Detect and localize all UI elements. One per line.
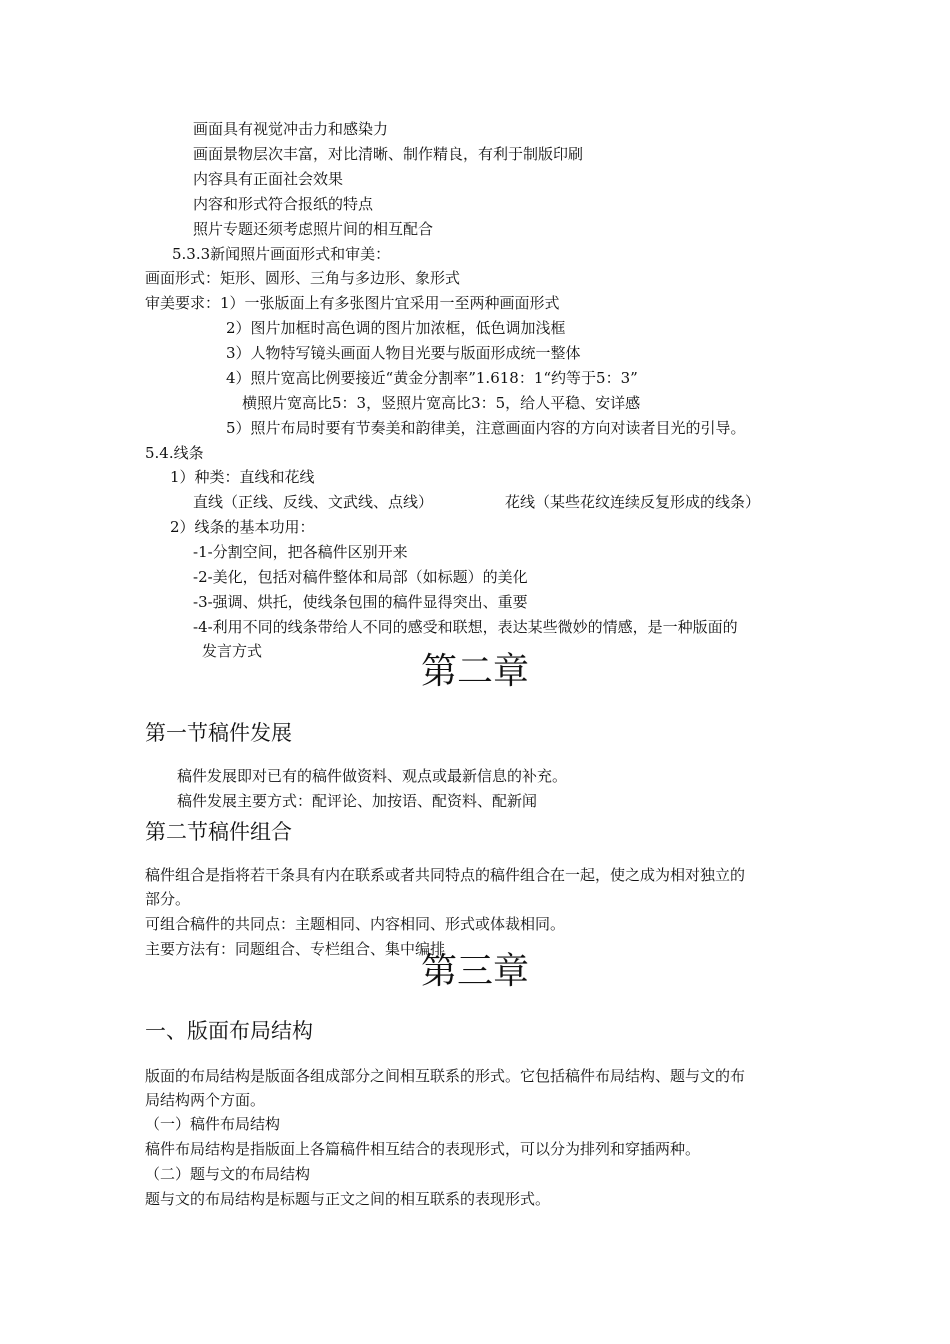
subheading: 5.4.线条 [145,444,204,462]
text-line: -3-强调、烘托，使线条包围的稿件显得突出、重要 [193,593,528,611]
text-line: 直线（正线、反线、文武线、点线） [193,493,434,511]
text-line: 内容和形式符合报纸的特点 [193,195,374,213]
text-line: 画面具有视觉冲击力和感染力 [193,120,389,138]
chapter-title: 第三章 [420,951,529,992]
text-line: -4-利用不同的线条带给人不同的感受和联想，表达某些微妙的情感，是一种版面的 [193,618,738,636]
section-title: 第二节稿件组合 [145,820,292,844]
paragraph: 主要方法有：同题组合、专栏组合、集中编排 [145,940,446,958]
text-line: 横照片宽高比5：3，竖照片宽高比3：5，给人平稳、安详感 [242,394,641,412]
text-line: 2）图片加框时高色调的图片加浓框，低色调加浅框 [226,319,566,337]
text-line: -1-分割空间，把各稿件区别开来 [193,543,408,561]
subheading: 5.3.3新闻照片画面形式和审美： [172,245,391,263]
paragraph: 局结构两个方面。 [145,1091,266,1109]
paragraph: 部分。 [145,890,191,908]
chapter-title: 第二章 [420,651,529,692]
text-line: 4）照片宽高比例要接近“黄金分割率”1.618：1“约等于5：3” [226,369,638,387]
text-line: -2-美化，包括对稿件整体和局部（如标题）的美化 [193,568,528,586]
text-line: 画面景物层次丰富，对比清晰、制作精良，有利于制版印刷 [193,145,584,163]
text-line: 发言方式 [202,642,263,660]
text-line: 内容具有正面社会效果 [193,170,344,188]
text-line: 花线（某些花纹连续反复形成的线条） [505,493,761,511]
subheading: （一）稿件布局结构 [145,1115,281,1133]
paragraph: 题与文的布局结构是标题与正文之间的相互联系的表现形式。 [145,1190,551,1208]
section-title: 一、版面布局结构 [145,1019,313,1043]
text-line: 画面形式：矩形、圆形、三角与多边形、象形式 [145,269,461,287]
subheading: （二）题与文的布局结构 [145,1165,311,1183]
text-line: 5）照片布局时要有节奏美和韵律美，注意画面内容的方向对读者目光的引导。 [226,419,746,437]
paragraph: 稿件组合是指将若干条具有内在联系或者共同特点的稿件组合在一起，使之成为相对独立的 [145,866,746,884]
paragraph: 版面的布局结构是版面各组成部分之间相互联系的形式。它包括稿件布局结构、题与文的布 [145,1067,746,1085]
text-line: 照片专题还须考虑照片间的相互配合 [193,220,434,238]
section-title: 第一节稿件发展 [145,721,292,745]
text-line: 审美要求：1）一张版面上有多张图片宜采用一至两种画面形式 [145,294,560,312]
paragraph: 稿件发展主要方式：配评论、加按语、配资料、配新闻 [177,792,538,810]
paragraph: 稿件布局结构是指版面上各篇稿件相互结合的表现形式，可以分为排列和穿插两种。 [145,1140,701,1158]
paragraph: 稿件发展即对已有的稿件做资料、观点或最新信息的补充。 [177,767,568,785]
text-line: 1）种类：直线和花线 [170,468,315,486]
text-line: 3）人物特写镜头画面人物目光要与版面形成统一整体 [226,344,581,362]
paragraph: 可组合稿件的共同点：主题相同、内容相同、形式或体裁相同。 [145,915,566,933]
text-line: 2）线条的基本功用： [170,518,315,536]
